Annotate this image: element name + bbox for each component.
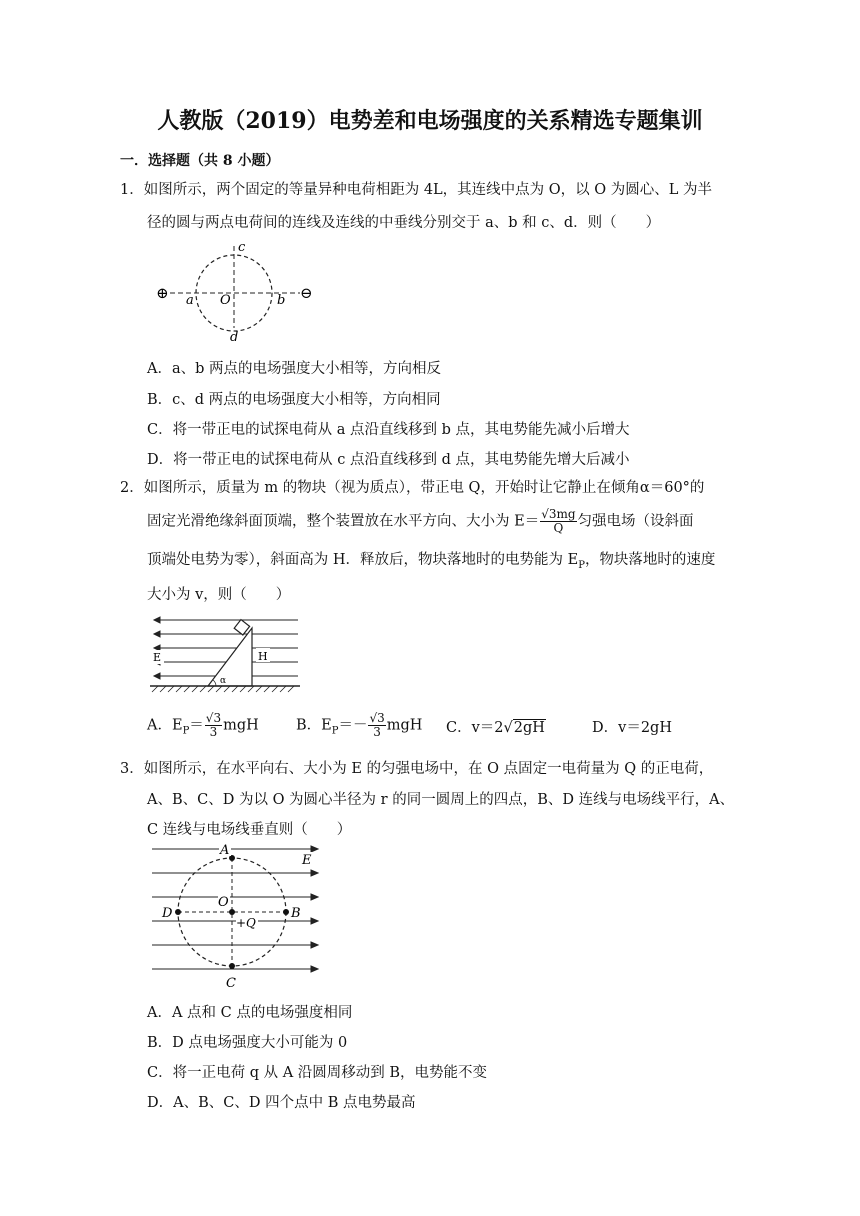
q3-stem-line1: 3．如图所示，在水平向右、大小为 E 的匀强电场中，在 O 点固定一电荷量为 Q 的正电荷，	[120, 761, 714, 777]
q3-label-a: A	[220, 843, 230, 858]
q2-field-fraction: $\frac{√3mg}{Q}$	[541, 507, 576, 535]
q2-stem-line2: 固定光滑绝缘斜面顶端，整个装置放在水平方向、大小为 E＝ $\frac{√3mg}{Q}$ 匀强电场（设斜面	[147, 507, 694, 535]
q2-label-h: H	[258, 650, 268, 663]
q2-option-b: B．$E_P=-$ $\frac{√3}{3}$ mgH	[296, 711, 423, 739]
q2-stem-line4: 大小为 v，则（ ）	[147, 587, 291, 603]
q1-label-a: a	[186, 293, 194, 308]
q1-figure	[150, 238, 320, 342]
q1-option-c: C．将一带正电的试探电荷从 a 点沿直线移到 b 点，其电势能先减小后增大	[147, 422, 630, 438]
q3-option-c: C．将一正电荷 q 从 A 沿圆周移动到 B，电势能不变	[147, 1065, 488, 1081]
q3-label-d: D	[162, 906, 173, 921]
q1-option-b: B．c、d 两点的电场强度大小相等，方向相同	[147, 392, 441, 408]
q2-figure	[148, 610, 302, 694]
q2-option-c: C．v＝2√2gH	[446, 720, 545, 736]
q3-label-b: B	[291, 906, 301, 921]
block	[234, 620, 249, 635]
q1-label-d: d	[230, 330, 239, 342]
q2-stem-line3: 顶端处电势为零），斜面高为 H．释放后，物块落地时的电势能为 $E_P$，物块落地时的速度	[147, 552, 716, 571]
q1-option-a: A．a、b 两点的电场强度大小相等，方向相反	[147, 361, 442, 377]
q3-label-c: C	[226, 976, 236, 991]
q3-stem-line3: C 连线与电场线垂直则（ ）	[147, 822, 352, 838]
incline	[208, 628, 252, 686]
q2-option-d: D．v＝2gH	[592, 720, 672, 736]
q3-label-e: E	[302, 853, 312, 868]
q3-stem-line2: A、B、C、D 为以 O 为圆心半径为 r 的同一圆周上的四点，B、D 连线与电场线平行，A、	[147, 792, 735, 808]
q1-option-d: D．将一带正电的试探电荷从 c 点沿直线移到 d 点，其电势能先增大后减小	[147, 452, 630, 468]
q2-label-alpha: α	[220, 676, 227, 686]
section-heading: 一．选择题（共 8 小题）	[120, 153, 280, 169]
negative-charge-icon: ⊖	[300, 284, 313, 302]
q3-label-q: +Q	[236, 916, 256, 930]
q3-option-a: A．A 点和 C 点的电场强度相同	[147, 1005, 353, 1021]
q3-figure	[150, 842, 326, 992]
q1-stem-line1: 1．如图所示，两个固定的等量异种电荷相距为 4L，其连线中点为 O，以 O 为圆心、L 为半	[120, 182, 713, 198]
q2-option-a: A．$E_P=$ $\frac{√3}{3}$ mgH	[147, 711, 259, 739]
q1-label-c: c	[238, 240, 246, 255]
q2-stem-line1: 2．如图所示，质量为 m 的物块（视为质点），带正电 Q，开始时让它静止在倾角α＝60°的	[120, 480, 705, 496]
q1-label-o: O	[220, 293, 231, 308]
q3-option-b: B．D 点电场强度大小可能为 0	[147, 1035, 348, 1051]
positive-charge-icon: ⊕	[156, 284, 169, 302]
q3-label-o: O	[218, 895, 229, 910]
q2-label-e: E	[153, 651, 162, 664]
q1-stem-line2: 径的圆与两点电荷间的连线及连线的中垂线分别交于 a、b 和 c、d．则（ ）	[147, 215, 661, 231]
page-title: 人教版（2019）电势差和电场强度的关系精选专题集训	[157, 108, 703, 134]
q1-label-b: b	[277, 293, 286, 308]
q3-option-d: D．A、B、C、D 四个点中 B 点电势最高	[147, 1095, 416, 1111]
